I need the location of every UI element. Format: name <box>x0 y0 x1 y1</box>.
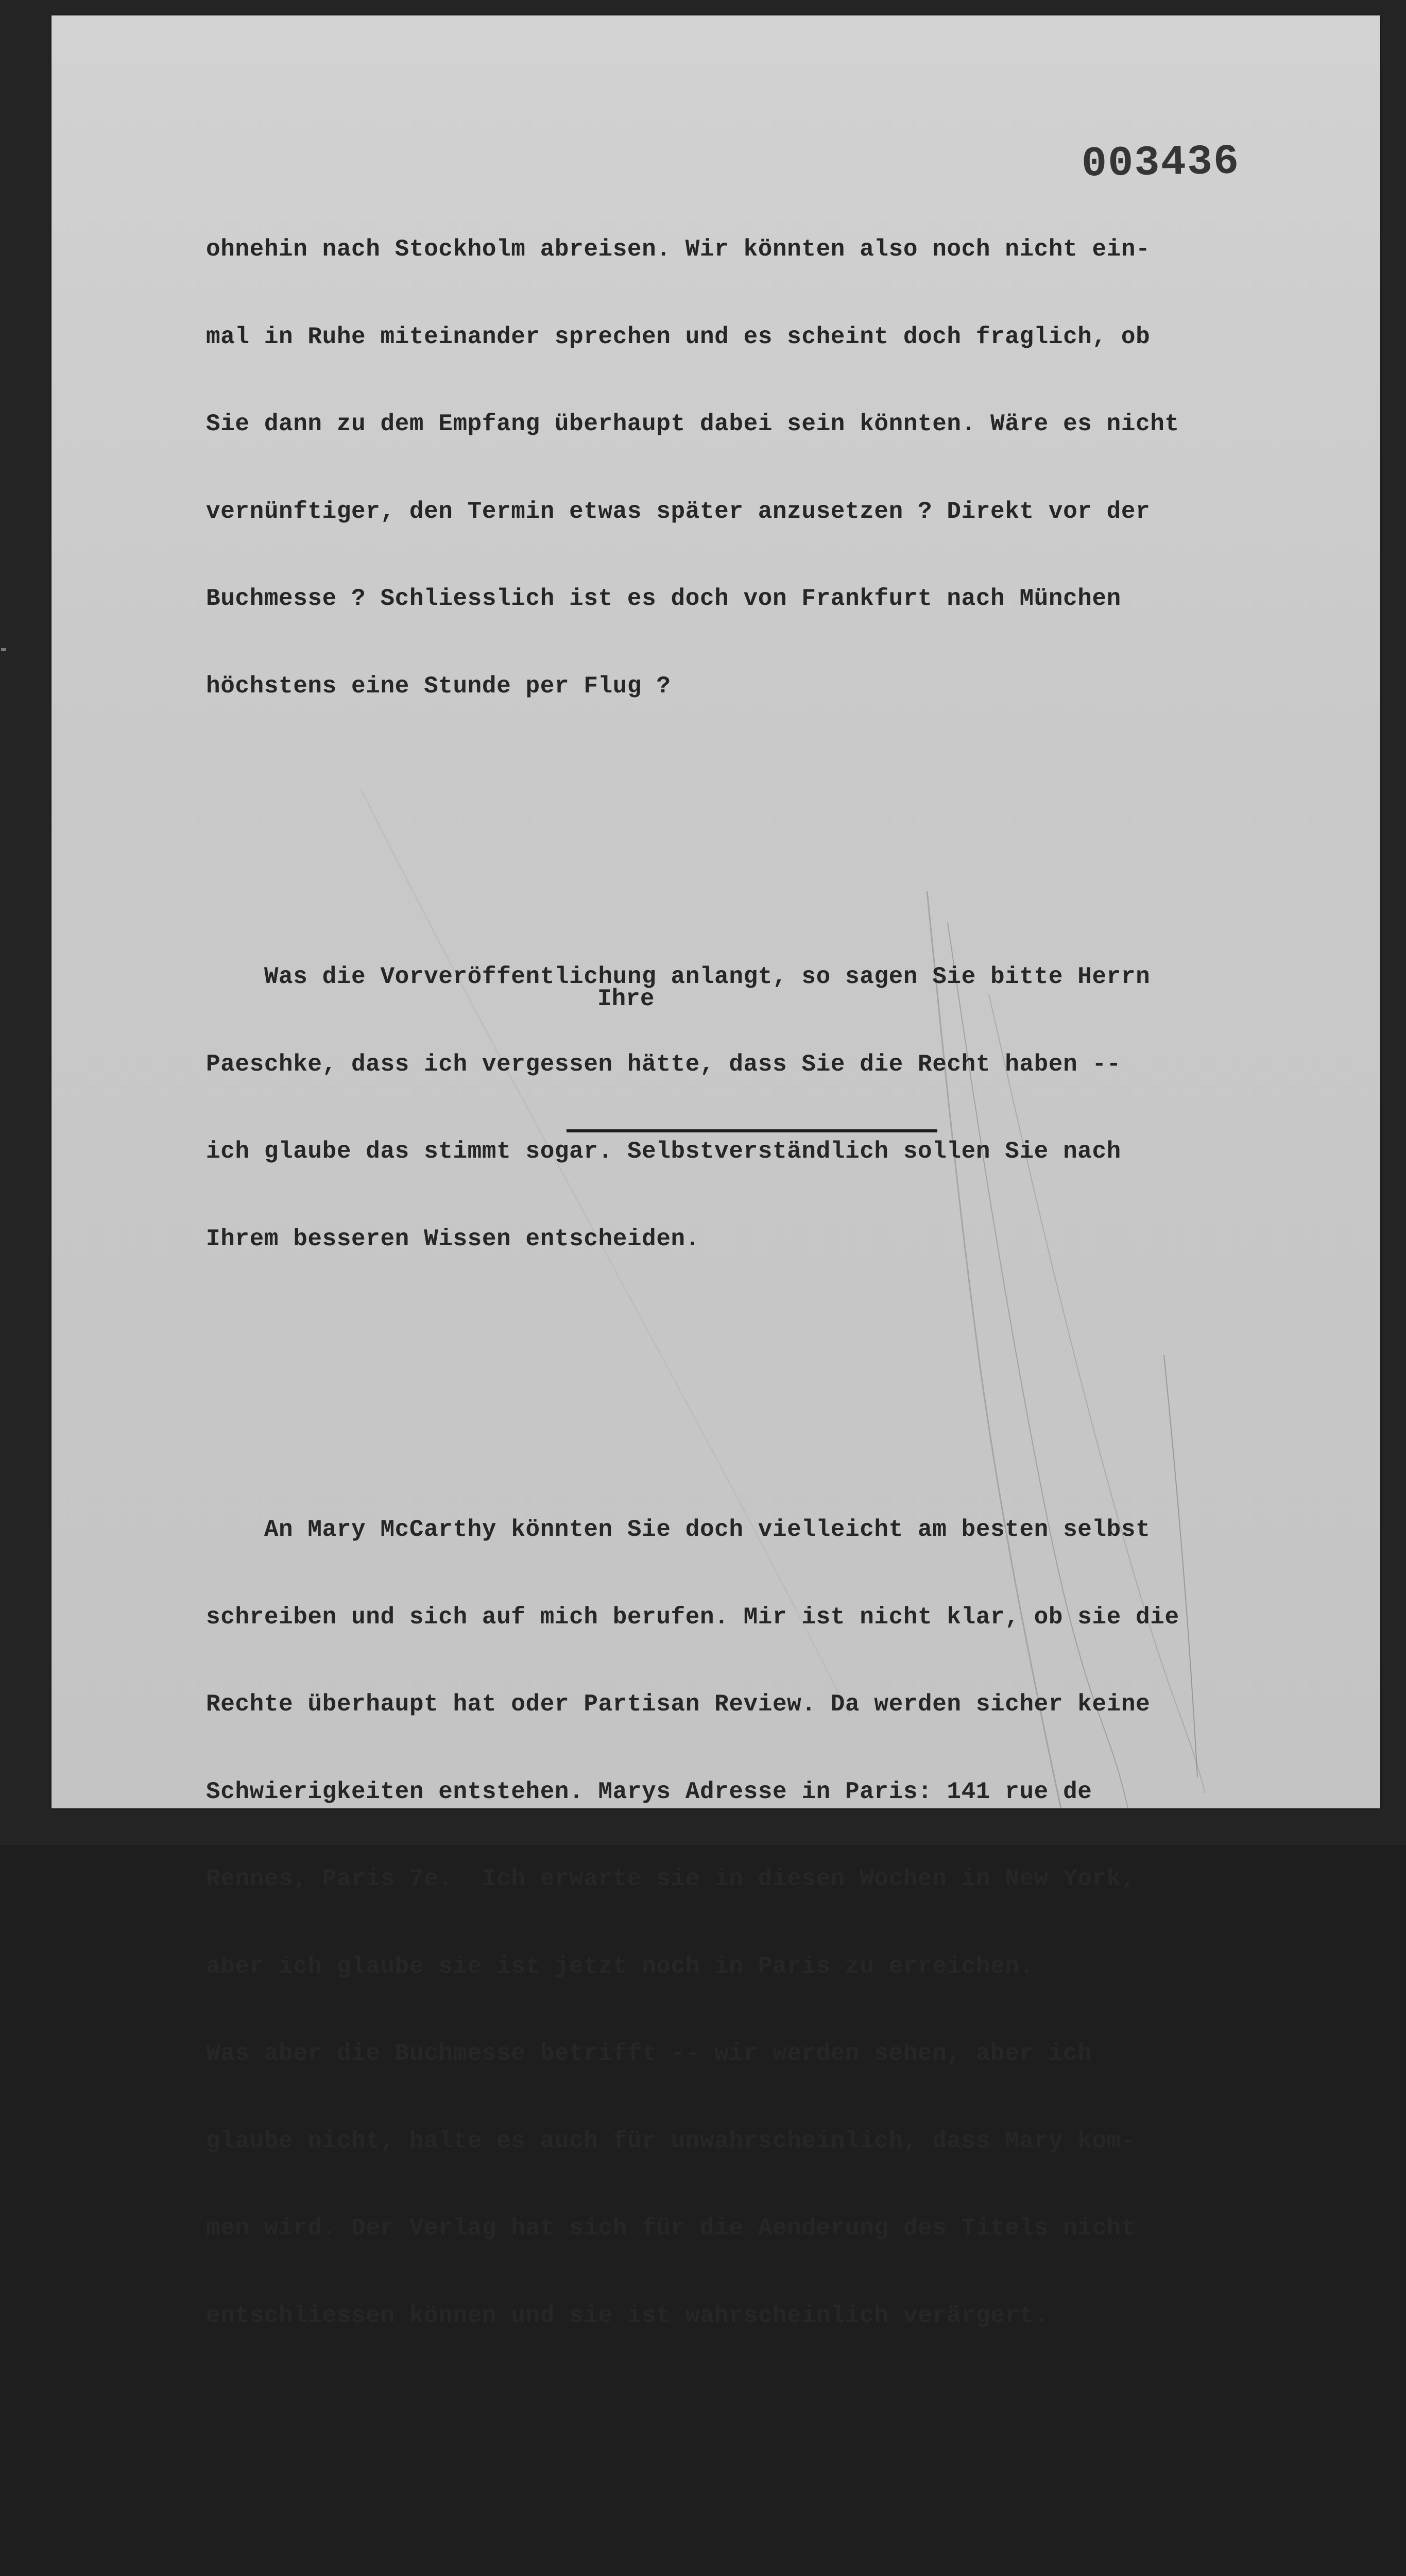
letter-body <box>206 118 1329 2576</box>
text-line: Was aber die Buchmesse betrifft -- wir werden sehen, aber ich <box>206 2040 1092 2067</box>
text-line: Paeschke, dass ich vergessen hätte, dass Sie die Recht haben -- <box>206 1050 1121 1078</box>
text-line: Was die Vorveröffentlichung anlangt, so sagen Sie bitte Herrn <box>206 963 1151 990</box>
closing-salutation: Ihre <box>597 986 655 1012</box>
paragraph-gap <box>206 1370 1329 1399</box>
text-line: höchstens eine Stunde per Flug ? <box>206 672 671 700</box>
text-line: Rennes, Paris 7e. Ich erwarte sie in diesen Wochen in New York, <box>206 1866 1136 1892</box>
text-line: vernünftiger, den Termin etwas später anzusetzen ? Direkt vor der <box>206 498 1151 525</box>
paragraph-gap <box>206 817 1329 846</box>
paragraph-gap <box>206 2447 1329 2476</box>
paragraph-travel-plans <box>206 177 1329 759</box>
text-line: Sie dann zu dem Empfang überhaupt dabei sein könnten. Wäre es nicht <box>206 411 1179 437</box>
text-line: Rechte überhaupt hat oder Partisan Review. Da werden sicher keine <box>206 1691 1151 1718</box>
paragraph-sorenson-book <box>206 2534 1329 2576</box>
text-line: mal in Ruhe miteinander sprechen und es scheint doch fraglich, ob <box>206 323 1151 350</box>
text-line: schreiben und sich auf mich berufen. Mir ist nicht klar, ob sie die <box>206 1603 1179 1631</box>
text-line: ich glaube das stimmt sogar. Selbstverständlich sollen Sie nach <box>206 1138 1121 1165</box>
text-line: glaube nicht, halte es auch für unwahrscheinlich, dass Mary kom- <box>206 2127 1136 2155</box>
text-line: entschliessen können und sie ist wahrscheinlich verärgert. <box>206 2302 1049 2329</box>
text-line: Schwierigkeiten entstehen. Marys Adresse in Paris: 141 rue de <box>206 1778 1092 1805</box>
text-line: aber ich glaube sie ist jetzt noch in Paris zu erreichen. <box>206 1953 1034 1980</box>
scan-edge-mark <box>1 648 6 651</box>
text-line: Ihrem besseren Wissen entscheiden. <box>206 1225 700 1252</box>
text-line: An Mary McCarthy könnten Sie doch vielleicht am besten selbst <box>206 1516 1151 1543</box>
letter-page <box>52 15 1380 2329</box>
archive-number-stamp: 003436 <box>1081 138 1241 189</box>
paragraph-prepublication <box>206 904 1329 1312</box>
text-line: Buchmesse ? Schliesslich ist es doch von Frankfurt nach München <box>206 585 1121 612</box>
paragraph-mary-mccarthy <box>206 1457 1329 2388</box>
text-line: men wird. Der Verlag hat sich für die Aenderung des Titels nicht <box>206 2215 1136 2242</box>
text-line: ohnehin nach Stockholm abreisen. Wir könnten also noch nicht ein- <box>206 236 1151 263</box>
signature-line <box>567 1129 937 1132</box>
